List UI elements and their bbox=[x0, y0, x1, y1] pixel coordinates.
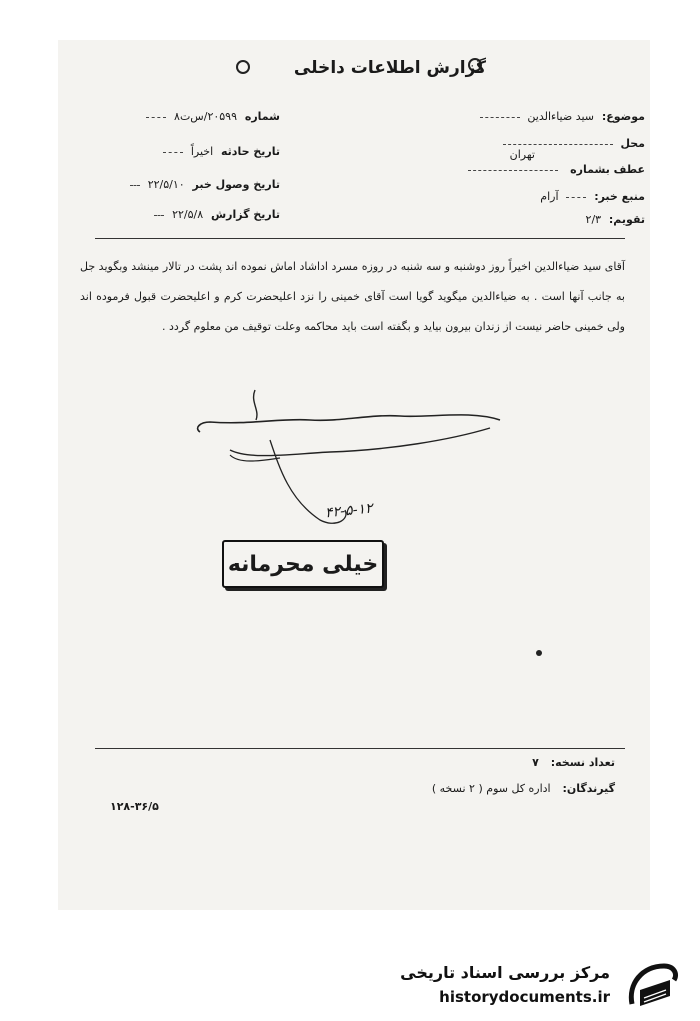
field-subject: موضوع: سید ضیاءالدین bbox=[480, 110, 645, 123]
field-incident-date: تاریخ حادثه اخیراً bbox=[110, 145, 280, 158]
header-divider bbox=[95, 238, 625, 239]
classification-stamp: خیلی محرمانه bbox=[222, 540, 384, 588]
book-arc-logo-icon bbox=[624, 960, 682, 1012]
archive-center-url: historydocuments.ir bbox=[439, 988, 610, 1006]
archive-center-name: مرکز بررسی اسناد تاریخی bbox=[400, 963, 610, 982]
field-source: منبع خبر: آرام bbox=[540, 190, 645, 203]
ink-dot bbox=[536, 650, 542, 656]
footer-divider bbox=[95, 748, 625, 749]
report-body: آقای سید ضیاءالدین اخیراً روز دوشنبه و سه شنبه در روزه مسرد اداشاد اماش نموده اند پشت در تالار مینشد وبگوید جل به جانب آنها است . به ضیاءالدین میگوید گویا است آقای خمینی را نزد اعلیحضرت کرم و اعلیحضرت قبول فرموده اند ولی خمینی حاضر نیست از زندان بیرون بیاید و بگفته است باید محاکمه وعلت توقیف من معلوم گردد . bbox=[80, 260, 625, 333]
field-reference: عطف بشماره bbox=[468, 163, 645, 176]
field-location: محل bbox=[503, 137, 645, 150]
field-received-date: تاریخ وصول خبر ۲۲/۵/۱۰ bbox=[110, 178, 280, 191]
archive-number: ۱۲۸-۳۶/۵ bbox=[110, 800, 159, 813]
recipients: گیرندگان: اداره کل سوم ( ۲ نسخه ) bbox=[431, 782, 615, 795]
signature-date: ۴۲-۵-۱۲ bbox=[324, 500, 374, 522]
hole-mark-icon bbox=[236, 60, 250, 74]
copies-count: تعداد نسخه: ۷ bbox=[532, 756, 615, 769]
field-calendar: تقویم: ۲/۳ bbox=[585, 213, 645, 226]
field-report-date: تاریخ گزارش ۲۲/۵/۸ bbox=[110, 208, 280, 221]
document-title: گزارش اطلاعات داخلی bbox=[293, 58, 487, 78]
field-location-value: تهران bbox=[509, 148, 535, 161]
field-number: شماره ۲۰۵۹۹/س‌ت‌۸ bbox=[110, 110, 280, 123]
